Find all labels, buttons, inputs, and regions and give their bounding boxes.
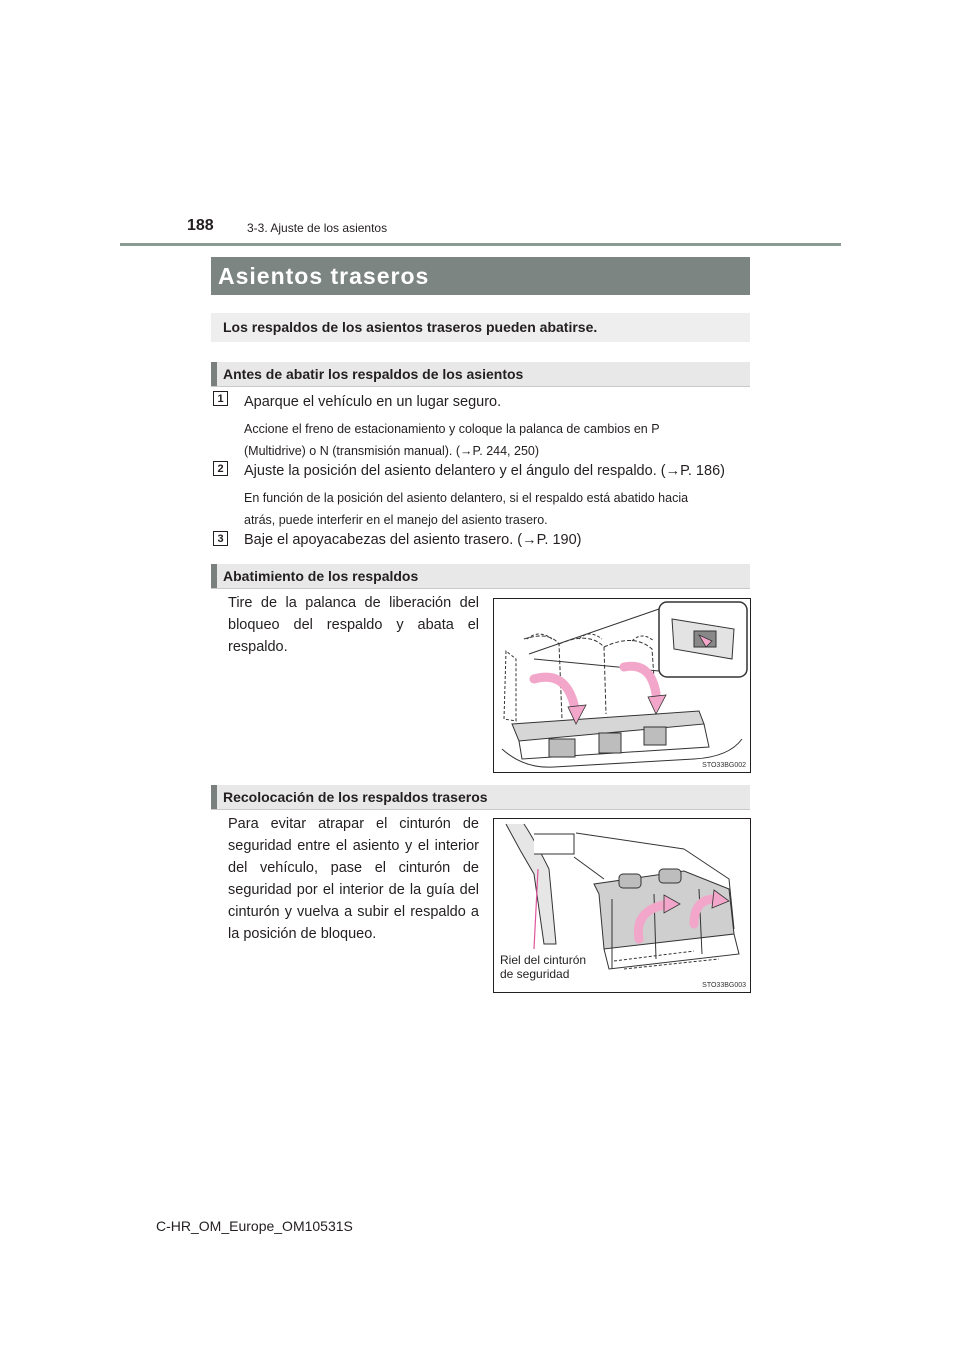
figure-folding-seatback [493,598,751,773]
step-2-text: Ajuste la posición del asiento delantero y el ángulo del respaldo. (→P. 186) [244,463,725,479]
returning-instructions: Para evitar atrapar el cinturón de seguridad entre el asiento y el interior del vehículo, pase el cinturón de seguridad por el interior de la guía del cinturón y vuelva a subir el respaldo a la posición de bloqueo. [228,816,479,942]
subheading-folding [211,564,750,589]
figure-code: STO33BG002 [702,762,746,769]
note-line: atrás, puede interferir en el manejo del asiento trasero. [244,513,548,527]
figure-returning-seatback [493,818,751,993]
step-3-text: Baje el apoyacabezas del asiento trasero. (→P. 190) [244,532,582,548]
intro-text: Los respaldos de los asientos traseros pueden abatirse. [223,319,598,335]
page-title: Asientos traseros [218,263,430,289]
subheading-text: Recolocación de los respaldos traseros [223,789,488,805]
step-2-note [244,487,746,531]
step-1-note [244,418,746,462]
step-number-1: 1 [213,391,228,406]
figure-caption [500,953,586,981]
subheading-returning [211,785,750,810]
figure-code: STO33BG003 [702,982,746,989]
step-number-3: 3 [213,531,228,546]
section-reference: 3-3. Ajuste de los asientos [247,221,388,235]
note-line: (Multidrive) o N (transmisión manual). (→P. 244, 250) [244,444,540,458]
folding-seatback-illustration [494,599,750,772]
title-bar [211,257,750,295]
step-number-2: 2 [213,461,228,476]
footer-code: C-HR_OM_Europe_OM10531S [156,1218,353,1234]
caption-line: de seguridad [500,967,570,981]
subheading-text: Antes de abatir los respaldos de los asientos [223,366,524,382]
subheading-text: Abatimiento de los respaldos [223,568,419,584]
caption-line: Riel del cinturón [500,953,587,967]
step-1-text: Aparque el vehículo en un lugar seguro. [244,394,502,410]
intro-box [211,313,750,342]
page-number: 188 [187,217,214,234]
header-rule [120,243,841,246]
folding-instructions: Tire de la palanca de liberación del bloqueo del respaldo y abata el respaldo. [228,595,479,655]
note-line: En función de la posición del asiento delantero, si el respaldo está abatido hacia [244,491,689,505]
subheading-before-folding [211,362,750,387]
note-line: Accione el freno de estacionamiento y coloque la palanca de cambios en P [244,422,660,436]
